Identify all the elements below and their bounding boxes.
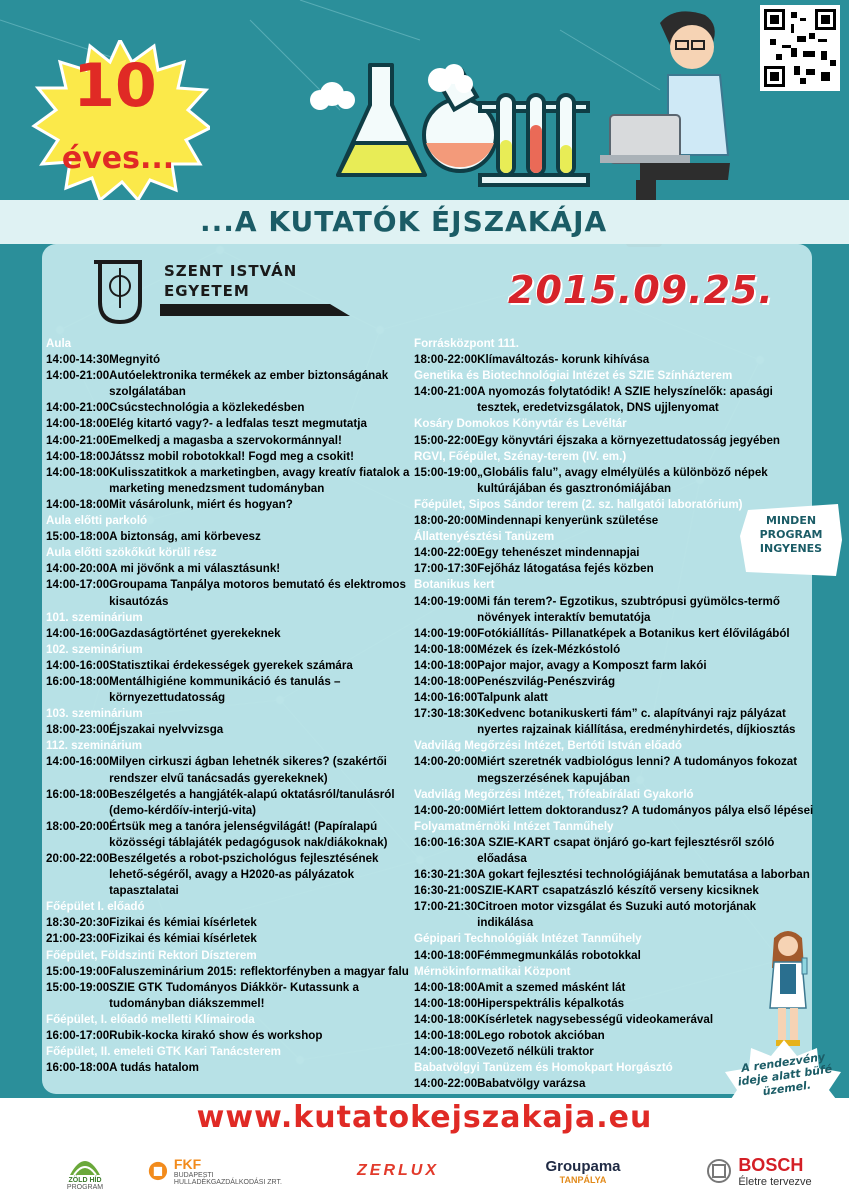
location-heading: 112. szeminárium — [46, 739, 143, 753]
schedule-item — [46, 352, 416, 368]
location-heading: Vadvilág Megőrzési Intézet, Bertóti István előadó — [414, 739, 683, 753]
schedule-item — [46, 980, 416, 1012]
sponsor-fkf[interactable] — [148, 1148, 298, 1194]
schedule-time: 14:00-16:00 — [46, 658, 110, 672]
schedule-time: 16:00-18:00 — [46, 674, 110, 688]
fkf-bin-icon — [148, 1159, 168, 1183]
location-heading: Kosáry Domokos Könyvtár és Levéltár — [414, 417, 627, 431]
sponsor-name: ZERLUX — [357, 1162, 439, 1179]
schedule-title: Fémmegmunkálás robotokkal — [477, 948, 641, 962]
schedule-title: A SZIE-KART csapat önjáró go-kart fejlesztésről szóló előadása — [477, 835, 775, 865]
schedule-time: 14:00-18:00 — [414, 980, 478, 994]
schedule-time: 14:00-18:00 — [46, 417, 110, 431]
schedule-time: 14:00-22:00 — [414, 546, 478, 560]
schedule-title: SZIE GTK Tudományos Diákkör- Kutassunk a tudományban diákszemmel! — [109, 980, 359, 1010]
schedule-item — [46, 433, 416, 449]
location-heading: Főépület, I. előadó melletti Klímairoda — [46, 1012, 255, 1026]
schedule-item — [414, 674, 814, 690]
schedule-title: Miért lettem doktorandusz? A tudományos pálya első lépései — [477, 803, 814, 817]
schedule-time: 14:00-18:00 — [414, 674, 478, 688]
schedule-title: Fejőház látogatása fejés közben — [477, 562, 654, 576]
university-name-line2: EGYETEM — [164, 282, 250, 300]
schedule-right-column — [414, 336, 814, 1092]
schedule-title: Groupama Tanpálya motoros bemutató és elektromos kisautózás — [109, 578, 406, 608]
schedule-time: 16:00-18:00 — [46, 1061, 110, 1075]
schedule-item — [414, 883, 814, 899]
schedule-time: 14:00-18:00 — [414, 642, 478, 656]
location-heading: Botanikus kert — [414, 578, 495, 592]
schedule-item — [46, 449, 416, 465]
schedule-item — [414, 594, 814, 626]
schedule-item — [46, 964, 416, 980]
schedule-item — [46, 931, 416, 947]
location-heading: Genetika és Biotechnológiai Intézet és SZIE Színházterem — [414, 369, 733, 383]
schedule-title: Milyen cirkuszi ágban lehetnék sikeres? (szakértői rendszer elvű tanácsadás gyerekeknek) — [109, 755, 387, 785]
schedule-time: 15:00-19:00 — [46, 980, 110, 994]
schedule-item — [46, 722, 416, 738]
location-heading: Aula előtti szökőkút körüli rész — [46, 546, 217, 560]
test-tubes-icon — [480, 95, 588, 185]
schedule-time: 16:00-18:00 — [46, 787, 110, 801]
schedule-title: Elég kitartó vagy?- a ledfalas teszt megmutatja — [109, 417, 367, 431]
location-heading: 102. szeminárium — [46, 642, 143, 656]
location-heading: Aula előtti parkoló — [46, 514, 148, 528]
schedule-time: 14:00-21:00 — [46, 401, 110, 415]
schedule-time: 17:00-21:30 — [414, 900, 478, 914]
schedule-item — [414, 690, 814, 706]
schedule-item — [46, 561, 416, 577]
sponsor-sub: PROGRAM — [66, 1184, 104, 1191]
logo-underline — [160, 304, 350, 316]
schedule-item — [46, 416, 416, 432]
schedule-title: Citroen motor vizsgálat és Suzuki autó motorjának indikálása — [477, 900, 757, 930]
schedule-time: 18:00-23:00 — [46, 723, 110, 737]
schedule-left-column — [46, 336, 416, 1076]
schedule-time: 14:00-18:00 — [46, 497, 110, 511]
schedule-item — [414, 980, 814, 996]
schedule-title: Talpunk alatt — [477, 691, 548, 705]
university-name-line1: SZENT ISTVÁN — [164, 262, 298, 280]
schedule-item — [414, 754, 814, 786]
location-heading: Főépület, Földszinti Rektori Díszterem — [46, 948, 257, 962]
location-heading: Forrásközpont 111. — [414, 337, 520, 350]
sponsor-groupama[interactable] — [518, 1148, 648, 1194]
sponsor-zold-hid[interactable] — [50, 1148, 120, 1194]
schedule-item — [46, 577, 416, 609]
schedule-item — [46, 658, 416, 674]
schedule-time: 14:00-19:00 — [414, 594, 478, 608]
schedule-item — [46, 626, 416, 642]
event-date: 2015.09.25. — [508, 268, 774, 312]
schedule-time: 15:00-19:00 — [414, 465, 478, 479]
schedule-time: 18:00-22:00 — [414, 353, 478, 367]
schedule-title: Mit vásárolunk, miért és hogyan? — [109, 497, 293, 511]
qr-code[interactable] — [760, 5, 840, 91]
schedule-time: 15:00-18:00 — [46, 530, 110, 544]
schedule-time: 14:00-18:00 — [414, 1045, 478, 1059]
schedule-title: Amit a szemed másként lát — [477, 980, 626, 994]
schedule-item — [414, 867, 814, 883]
schedule-item — [46, 400, 416, 416]
schedule-title: Mentálhigiéne kommunikáció és tanulás – környezettudatosság — [109, 674, 341, 705]
schedule-title: Éjszakai nyelvvizsga — [109, 723, 224, 737]
zold-hid-logo-icon — [68, 1151, 102, 1177]
location-heading: Főépület I. előadó — [46, 900, 145, 914]
schedule-title: Értsük meg a tanóra jelenségvilágát! (Papíralapú közösségi táblajáték pedagógusok nak/diákoknak) — [109, 819, 388, 849]
schedule-time: 14:00-22:00 — [414, 1077, 478, 1091]
schedule-time: 14:00-16:00 — [46, 626, 110, 640]
schedule-title: Egy tehenészet mindennapjai — [477, 546, 640, 560]
schedule-time: 18:00-20:00 — [46, 819, 110, 833]
location-heading: Aula — [46, 337, 72, 350]
schedule-time: 15:00-22:00 — [414, 433, 478, 447]
free-program-text: MINDEN PROGRAM INGYENES — [759, 514, 823, 555]
schedule-item — [414, 384, 814, 416]
schedule-time: 14:00-20:00 — [414, 755, 478, 769]
schedule-time: 16:30-21:00 — [414, 884, 478, 898]
university-emblem-icon — [94, 262, 142, 322]
schedule-title: Mindennapi kenyerünk születése — [477, 514, 659, 528]
location-heading: Folyamatmérnöki Intézet Tanműhely — [414, 819, 614, 833]
schedule-title: Egy könyvtári éjszaka a környezettudatosság jegyében — [477, 433, 781, 447]
schedule-title: Hiperspektrális képalkotás — [477, 996, 625, 1010]
schedule-title: A mi jövőnk a mi választásunk! — [109, 562, 281, 576]
location-heading: 103. szeminárium — [46, 707, 143, 721]
sponsor-sub: BUDAPESTI HULLADÉKGAZDÁLKODÁSI ZRT. — [173, 1172, 282, 1186]
location-heading: Állattenyésztési Tanüzem — [414, 530, 555, 544]
schedule-item — [414, 642, 814, 658]
sponsor-name: ZÖLD HÍD — [68, 1177, 102, 1184]
schedule-time: 16:00-17:00 — [46, 1029, 110, 1043]
schedule-time: 14:00-21:00 — [414, 385, 478, 399]
schedule-time: 14:00-18:00 — [46, 465, 110, 479]
schedule-title: Miért szeretnék vadbiológus lenni? A tudományos fokozat megszerzésének kapujában — [477, 755, 798, 785]
schedule-time: 14:00-18:00 — [414, 1012, 478, 1026]
schedule-item — [414, 1012, 814, 1028]
schedule-title: Csúcstechnológia a közlekedésben — [109, 401, 305, 415]
bosch-logo-icon — [706, 1158, 732, 1184]
location-heading: 101. szeminárium — [46, 610, 143, 624]
schedule-item — [414, 803, 814, 819]
schedule-title: Megnyitó — [109, 353, 161, 367]
schedule-time: 14:00-20:00 — [46, 562, 110, 576]
schedule-time: 14:00-18:00 — [46, 449, 110, 463]
scientist-girl-illustration — [764, 928, 812, 1048]
schedule-item — [414, 996, 814, 1012]
schedule-item — [414, 658, 814, 674]
schedule-title: Kedvenc botanikuskerti fám” c. alapítványi rajz pályázat nyertes rajzainak kiállítása, eredményhirdetés, díjkiosztás — [477, 707, 796, 737]
anniversary-label: éves... — [61, 141, 175, 176]
location-heading: Vadvilág Megőrzési Intézet, Trófeabírálati Gyakorló — [414, 787, 694, 801]
schedule-time: 14:00-16:00 — [414, 691, 478, 705]
schedule-item — [46, 754, 416, 786]
schedule-time: 16:00-16:30 — [414, 835, 478, 849]
schedule-time: 15:00-19:00 — [46, 964, 110, 978]
schedule-item — [46, 529, 416, 545]
schedule-time: 14:00-18:00 — [414, 948, 478, 962]
schedule-time: 21:00-23:00 — [46, 932, 110, 946]
schedule-title: Fizikai és kémiai kísérletek — [109, 916, 257, 930]
schedule-item — [414, 352, 814, 368]
schedule-title: Gazdaságtörténet gyerekeknek — [109, 626, 281, 640]
schedule-time: 14:00-18:00 — [414, 1029, 478, 1043]
schedule-item — [46, 787, 416, 819]
schedule-title: Kísérletek nagysebességű videokamerával — [477, 1012, 714, 1026]
schedule-title: A biztonság, ami körbevesz — [109, 530, 261, 544]
schedule-title: Lego robotok akcióban — [477, 1029, 605, 1043]
schedule-title: Autóelektronika termékek az ember biztonságának szolgálatában — [109, 369, 389, 399]
schedule-item — [414, 948, 814, 964]
schedule-title: Klímaváltozás- korunk kihívása — [477, 353, 650, 367]
sponsor-zerlux[interactable] — [338, 1148, 458, 1194]
schedule-time: 14:00-17:00 — [46, 578, 110, 592]
sponsor-name: BOSCH — [738, 1154, 804, 1175]
location-heading: Babatvölgyi Tanüzem és Homokpart Horgásztó — [414, 1061, 673, 1075]
schedule-title: „Globális falu”, avagy elmélyülés a különböző népek kultúrájában és gasztronómiájában — [477, 465, 768, 495]
schedule-item — [46, 497, 416, 513]
schedule-title: Emelkedj a magasba a szervokormánnyal! — [109, 433, 342, 447]
schedule-title: Vezető nélküli traktor — [477, 1045, 594, 1059]
schedule-item — [414, 899, 814, 931]
schedule-title: Beszélgetés a robot-pszichológus fejlesztésének lehető-ségéről, avagy a H2020-as pályázatok tapasztalatai — [109, 852, 379, 898]
schedule-item — [46, 1028, 416, 1044]
schedule-time: 16:30-21:30 — [414, 868, 478, 882]
location-heading: Főépület, II. emeleti GTK Kari Tanácsterem — [46, 1045, 281, 1059]
location-heading: RGVI, Főépület, Szénay-terem (IV. em.) — [414, 449, 627, 463]
website-link[interactable]: www.kutatokejszakaja.eu — [196, 1100, 653, 1135]
schedule-title: Faluszeminárium 2015: reflektorfényben a magyar falu — [109, 964, 409, 978]
schedule-title: Mi fán terem?- Egzotikus, szubtrópusi gyümölcs-termő növények interaktív bemutatója — [477, 594, 780, 624]
schedule-item — [46, 819, 416, 851]
schedule-title: Pajor major, avagy a Komposzt farm lakói — [477, 658, 707, 672]
buffet-text: A rendezvény ideje alatt büfé üzemel. — [737, 1050, 833, 1099]
sponsor-name: Groupama — [545, 1157, 621, 1175]
scientist-girl-icon — [770, 931, 807, 1046]
schedule-item — [46, 851, 416, 899]
schedule-time: 17:30-18:30 — [414, 707, 478, 721]
event-title: ...A KUTATÓK ÉJSZAKÁJA — [200, 205, 608, 238]
schedule-item — [46, 674, 416, 706]
schedule-title: Mézek és ízek-Mézkóstoló — [477, 642, 621, 656]
sponsor-bosch[interactable] — [694, 1148, 824, 1194]
qr-code-icon — [764, 9, 836, 87]
schedule-title: Játssz mobil robotokkal! Fogd meg a csokit! — [109, 449, 354, 463]
schedule-time: 18:30-20:30 — [46, 916, 110, 930]
schedule-time: 17:00-17:30 — [414, 562, 478, 576]
sponsor-name: FKF — [173, 1156, 202, 1172]
schedule-item — [414, 706, 814, 738]
schedule-time: 14:00-16:00 — [46, 755, 110, 769]
schedule-time: 18:00-20:00 — [414, 514, 478, 528]
schedule-time: 14:00-18:00 — [414, 658, 478, 672]
location-heading: Mérnökinformatikai Központ — [414, 964, 571, 978]
schedule-time: 20:00-22:00 — [46, 852, 110, 865]
schedule-title: A tudás hatalom — [109, 1061, 199, 1075]
schedule-title: Fotókiállítás- Pillanatképek a Botanikus kert élővilágából — [477, 626, 790, 640]
schedule-item — [46, 1060, 416, 1076]
schedule-title: Beszélgetés a hangjáték-alapú oktatásról/tanulásról (demo-kérdőív-interjú-vita) — [109, 787, 395, 817]
schedule-title: A nyomozás folytatódik! A SZIE helyszínelők: apasági tesztek, eredetvizsgálatok, DNS ujjlenyomat — [477, 385, 773, 415]
schedule-title: Babatvölgy varázsa — [477, 1077, 586, 1091]
schedule-item — [414, 626, 814, 642]
schedule-time: 14:00-18:00 — [414, 996, 478, 1010]
schedule-title: A gokart fejlesztési technológiájának bemutatása a laborban — [477, 868, 810, 882]
schedule-title: Fizikai és kémiai kísérletek — [109, 932, 257, 946]
sponsor-sub: TANPÁLYA — [559, 1174, 607, 1185]
steam-puffs-illustration — [300, 60, 480, 120]
schedule-title: Penészvilág-Penészvirág — [477, 674, 616, 688]
schedule-time: 14:00-14:30 — [46, 353, 110, 367]
schedule-title: Statisztikai érdekességek gyerekek számára — [109, 658, 353, 672]
schedule-time: 14:00-21:00 — [46, 369, 110, 383]
schedule-title: Kulisszatitkok a marketingben, avagy kreatív fiatalok a marketing menedzsment tudományban — [109, 465, 410, 495]
schedule-time: 14:00-19:00 — [414, 626, 478, 640]
sponsor-sub: Életre tervezve — [738, 1175, 812, 1188]
schedule-item — [414, 433, 814, 449]
schedule-title: SZIE-KART csapatzászló készítő verseny kicsiknek — [477, 884, 759, 898]
anniversary-number: 10 — [73, 51, 157, 121]
location-heading: Főépület, Sipos Sándor terem (2. sz. hallgatói laboratórium) — [414, 497, 743, 511]
location-heading: Gépipari Technológiák Intézet Tanműhely — [414, 932, 642, 946]
schedule-item — [46, 368, 416, 400]
schedule-item — [46, 915, 416, 931]
schedule-item — [414, 465, 814, 497]
schedule-item — [46, 465, 416, 497]
schedule-item — [414, 835, 814, 867]
schedule-title: Rubik-kocka kirakó show és workshop — [109, 1029, 323, 1043]
schedule-time: 14:00-20:00 — [414, 803, 478, 817]
schedule-time: 14:00-21:00 — [46, 433, 110, 447]
